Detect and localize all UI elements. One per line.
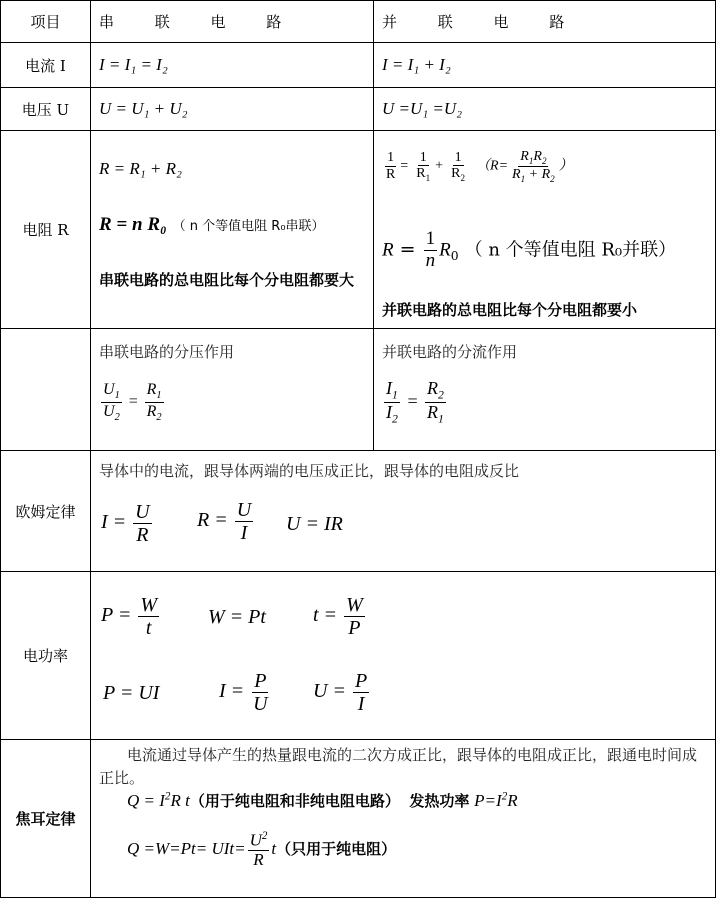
resistance-parallel-n-note: （ n 个等值电阻 R₀并联） bbox=[464, 239, 677, 261]
joule-note2: （只用于纯电阻） bbox=[276, 839, 397, 858]
power-eq1: P = $\frac{W}{t}$ bbox=[101, 594, 158, 639]
resistance-parallel-bold: 并联电路的总电阻比每个分电阻都要小 bbox=[382, 301, 638, 319]
joule-eq1-line: $Q = I^2R$ t（用于纯电阻和非纯电阻电路） 发热功率 $P=I^2R$ bbox=[127, 790, 518, 810]
label-power: 电功率 bbox=[1, 572, 91, 740]
current-series: I = I₁ = I₂ bbox=[91, 43, 374, 88]
resistance-series-n bbox=[99, 213, 325, 236]
ohm-eq2: R = $\frac{U}{I}$ bbox=[197, 499, 252, 544]
row-current bbox=[1, 43, 716, 88]
resistance-series-eq: R = R₁ + R₂ bbox=[99, 159, 182, 178]
resistance-series-n-note: （ n 个等值电阻 R₀串联） bbox=[172, 219, 325, 234]
divide-series-eq: $\frac{U_1}{U_2}$ = $\frac{R_1}{R_2}$ bbox=[103, 381, 162, 423]
divide-parallel-title: 并联电路的分流作用 bbox=[382, 343, 518, 361]
voltage-series: U = U₁ + U₂ bbox=[91, 88, 374, 131]
power-cell bbox=[91, 572, 716, 740]
row-ohm bbox=[1, 451, 716, 572]
power-eq6: U = $\frac{P}{I}$ bbox=[313, 670, 368, 715]
header-parallel: 并 联 电 路 bbox=[374, 1, 716, 43]
label-resistance: 电阻 R bbox=[1, 131, 91, 329]
voltage-parallel: U =U₁ =U₂ bbox=[374, 88, 716, 131]
current-parallel: I = I₁ + I₂ bbox=[374, 43, 716, 88]
row-divide bbox=[1, 329, 716, 451]
parallel-resistance-eq: $\frac{1}{R}$ = $\frac{1}{R_1}$ + $\frac{1}{R_2}$ （R= $\frac{R_1R_2}{R_1 + R_2}$ ） bbox=[386, 149, 573, 184]
ohm-text: 导体中的电流，跟导体两端的电压成正比，跟导体的电阻成反比 bbox=[99, 462, 520, 480]
power-eq5: I = $\frac{P}{U}$ bbox=[219, 670, 268, 715]
resistance-parallel-cell bbox=[374, 131, 716, 329]
resistance-series-bold: 串联电路的总电阻比每个分电阻都要大 bbox=[99, 271, 355, 289]
row-power bbox=[1, 572, 716, 740]
header-row bbox=[1, 1, 716, 43]
resistance-series-cell bbox=[91, 131, 374, 329]
header-item: 项目 bbox=[1, 1, 91, 43]
ohm-eq3: U = IR bbox=[286, 513, 343, 535]
resistance-series-n-eq: R = n R₀ bbox=[99, 214, 167, 235]
divide-parallel-cell bbox=[374, 329, 716, 451]
joule-heat-power: 发热功率 bbox=[409, 792, 470, 810]
power-eq2: W = Pt bbox=[208, 606, 266, 628]
label-divide-empty bbox=[1, 329, 91, 451]
label-voltage: 电压 U bbox=[1, 88, 91, 131]
parallel-resistance-n: R = $\frac{1}{n}$ $R_0$ （ n 个等值电阻 R₀并联） bbox=[382, 228, 677, 271]
joule-note1: （用于纯电阻和非纯电阻电路） bbox=[189, 792, 400, 810]
ohm-eq1: I = $\frac{U}{R}$ bbox=[101, 501, 150, 546]
label-current: 电流 I bbox=[1, 43, 91, 88]
label-ohm: 欧姆定律 bbox=[1, 451, 91, 572]
power-eq3: t = $\frac{W}{P}$ bbox=[313, 594, 363, 639]
divide-parallel-eq: $\frac{I_1}{I_2}$ = $\frac{R_2}{R_1}$ bbox=[386, 378, 444, 427]
label-joule: 焦耳定律 bbox=[1, 740, 91, 898]
row-resistance bbox=[1, 131, 716, 329]
joule-cell bbox=[91, 740, 716, 898]
divide-series-title: 串联电路的分压作用 bbox=[99, 343, 235, 361]
joule-text: 电流通过导体产生的热量跟电流的二次方成正比，跟导体的电阻成正比，跟通电时间成正比。 bbox=[99, 746, 698, 787]
power-eq4: P = UI bbox=[103, 682, 160, 704]
header-series: 串 联 电 路 bbox=[91, 1, 374, 43]
ohm-cell bbox=[91, 451, 716, 572]
divide-series-cell bbox=[91, 329, 374, 451]
row-joule bbox=[1, 740, 716, 898]
joule-eq2-line: Q =W=Pt= UIt= $\frac{U^2}{R}$ t（只用于纯电阻） bbox=[127, 830, 397, 870]
row-voltage bbox=[1, 88, 716, 131]
